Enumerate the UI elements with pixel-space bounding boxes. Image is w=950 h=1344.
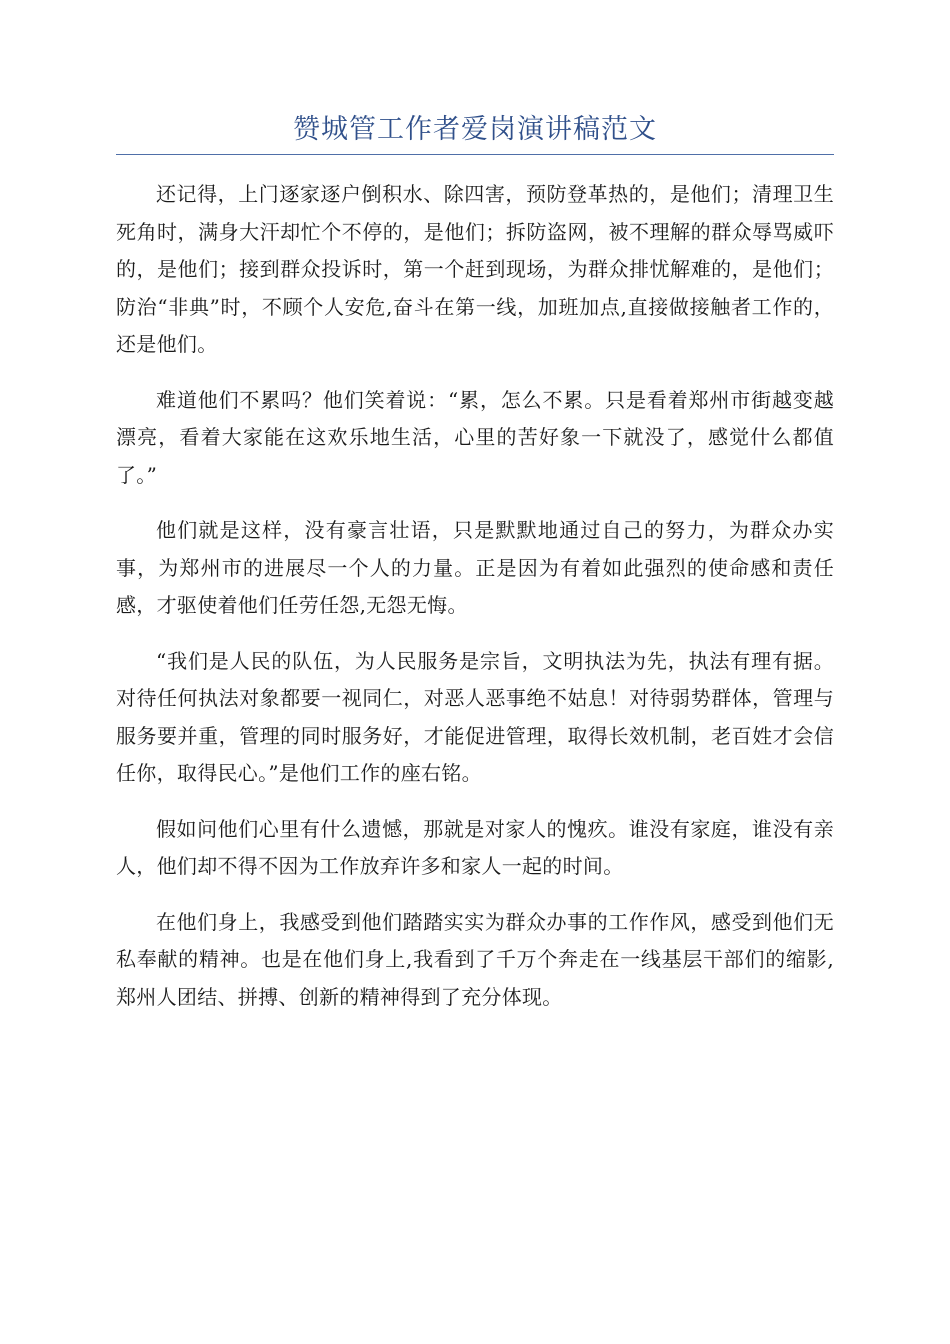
document-body	[116, 176, 834, 1034]
paragraph-6: 在他们身上，我感受到他们踏踏实实为群众办事的工作作风，感受到他们无私奉献的精神。也是在他们身上,我看到了千万个奔走在一线基层干部们的缩影,郑州人团结、拼搏、创新的精神得到了充分体现。	[116, 909, 834, 1009]
paragraph-2: 难道他们不累吗？他们笑着说：“累，怎么不累。只是看着郑州市街越变越漂亮，看着大家能在这欢乐地生活，心里的苦好象一下就没了，感觉什么都值了。”	[116, 387, 834, 487]
title-underline	[116, 154, 834, 155]
paragraph-5: 假如问他们心里有什么遗憾，那就是对家人的愧疚。谁没有家庭，谁没有亲人，他们却不得不因为工作放弃许多和家人一起的时间。	[116, 816, 834, 878]
paragraph-1: 还记得，上门逐家逐户倒积水、除四害，预防登革热的，是他们；清理卫生死角时，满身大汗却忙个不停的，是他们；拆防盗网，被不理解的群众辱骂威吓的，是他们；接到群众投诉时，第一个赶到现场，为群众排忧解难的，是他们；防治“非典”时，不顾个人安危,奋斗在第一线，加班加点,直接做接触者工作的，还是他们。	[116, 182, 834, 356]
paragraph-4: “我们是人民的队伍，为人民服务是宗旨，文明执法为先，执法有理有据。对待任何执法对象都要一视同仁，对恶人恶事绝不姑息！对待弱势群体，管理与服务要并重，管理的同时服务好，才能促进管理，取得长效机制，老百姓才会信任你，取得民心。”是他们工作的座右铭。	[116, 648, 834, 785]
document-title: 赞城管工作者爱岗演讲稿范文	[293, 114, 657, 145]
paragraph-3: 他们就是这样，没有豪言壮语，只是默默地通过自己的努力，为群众办实事，为郑州市的进展尽一个人的力量。正是因为有着如此强烈的使命感和责任感，才驱使着他们任劳任怨,无怨无悔。	[116, 518, 834, 617]
